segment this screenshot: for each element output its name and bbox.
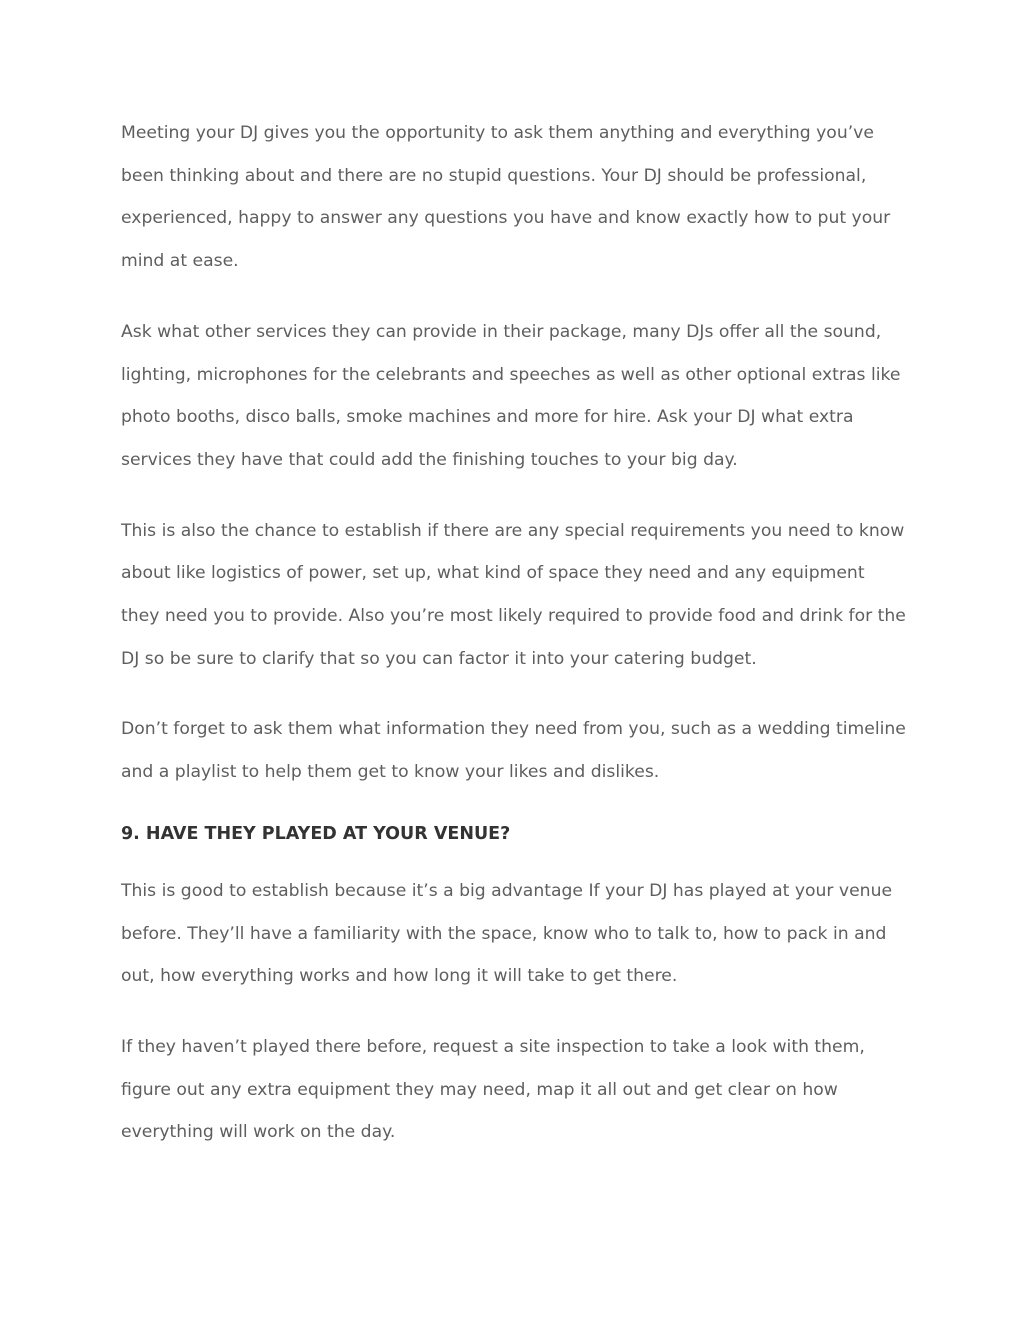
paragraph-special-requirements: This is also the chance to establish if there are any special requirements you need to know about like logistics of power, set up, what kind of space they need and any equipment they need you to provide. Also you’re most likely required to provide food and drink for the DJ so be sure to clarify that so you can factor it into your catering budget. bbox=[121, 520, 906, 669]
paragraph-site-inspection: If they haven’t played there before, request a site inspection to take a look with them, figure out any extra equipment they may need, map it all out and get clear on how everything will work on the day. bbox=[121, 1036, 865, 1143]
paragraph-venue-advantage: This is good to establish because it’s a big advantage If your DJ has played at your venue before. They’ll have a familiarity with the space, know who to talk to, how to pack in and out, how everything works and how long it will take to get there. bbox=[121, 880, 893, 987]
paragraph-information-needed: Don’t forget to ask them what information they need from you, such as a wedding timeline and a playlist to help them get to know your likes and dislikes. bbox=[121, 719, 906, 783]
article-body bbox=[121, 112, 906, 1182]
paragraph-other-services: Ask what other services they can provide in their package, many DJs offer all the sound, lighting, microphones for the celebrants and speeches as well as other optional extras like photo booths, disco balls, smoke machines and more for hire. Ask your DJ what extra services they have that could add the finishing touches to your big day. bbox=[121, 321, 901, 470]
section-heading: 9. HAVE THEY PLAYED AT YOUR VENUE? bbox=[121, 823, 511, 844]
paragraph-meeting-dj: Meeting your DJ gives you the opportunity to ask them anything and everything you’ve been thinking about and there are no stupid questions. Your DJ should be professional, experienced, happy to answer any questions you have and know exactly how to put your mind at ease. bbox=[121, 123, 891, 272]
